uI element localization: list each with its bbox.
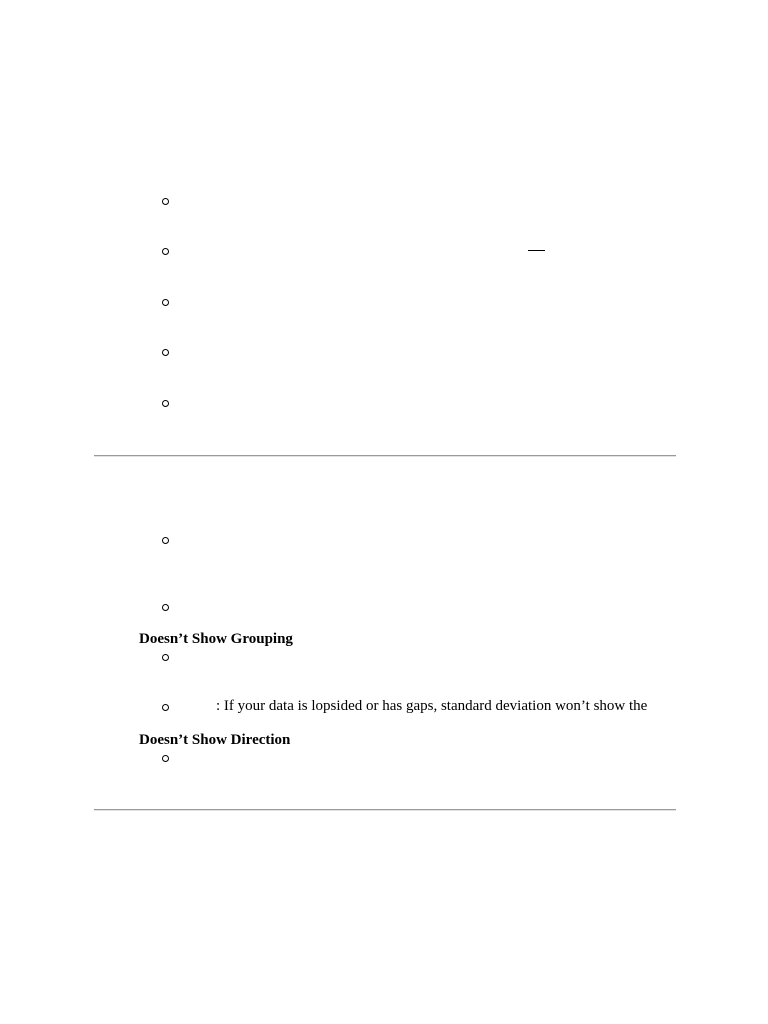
- horizontal-rule: [94, 455, 676, 457]
- heading-doesnt-show-grouping: Doesn’t Show Grouping: [139, 631, 293, 647]
- list-bullet: [160, 397, 170, 409]
- list-bullet: [160, 296, 170, 308]
- list-bullet: [160, 534, 170, 546]
- list-bullet: [160, 245, 170, 257]
- partial-body-text: : If your data is lopsided or has gaps, standard deviation won’t show the: [216, 698, 648, 714]
- list-bullet: [160, 601, 170, 613]
- list-bullet: [160, 752, 170, 764]
- list-bullet: [160, 195, 170, 207]
- list-bullet: [160, 651, 170, 663]
- heading-doesnt-show-direction: Doesn’t Show Direction: [139, 732, 291, 748]
- em-dash: [528, 250, 545, 251]
- horizontal-rule: [94, 809, 676, 811]
- list-bullet: [160, 346, 170, 358]
- list-bullet: [160, 701, 170, 713]
